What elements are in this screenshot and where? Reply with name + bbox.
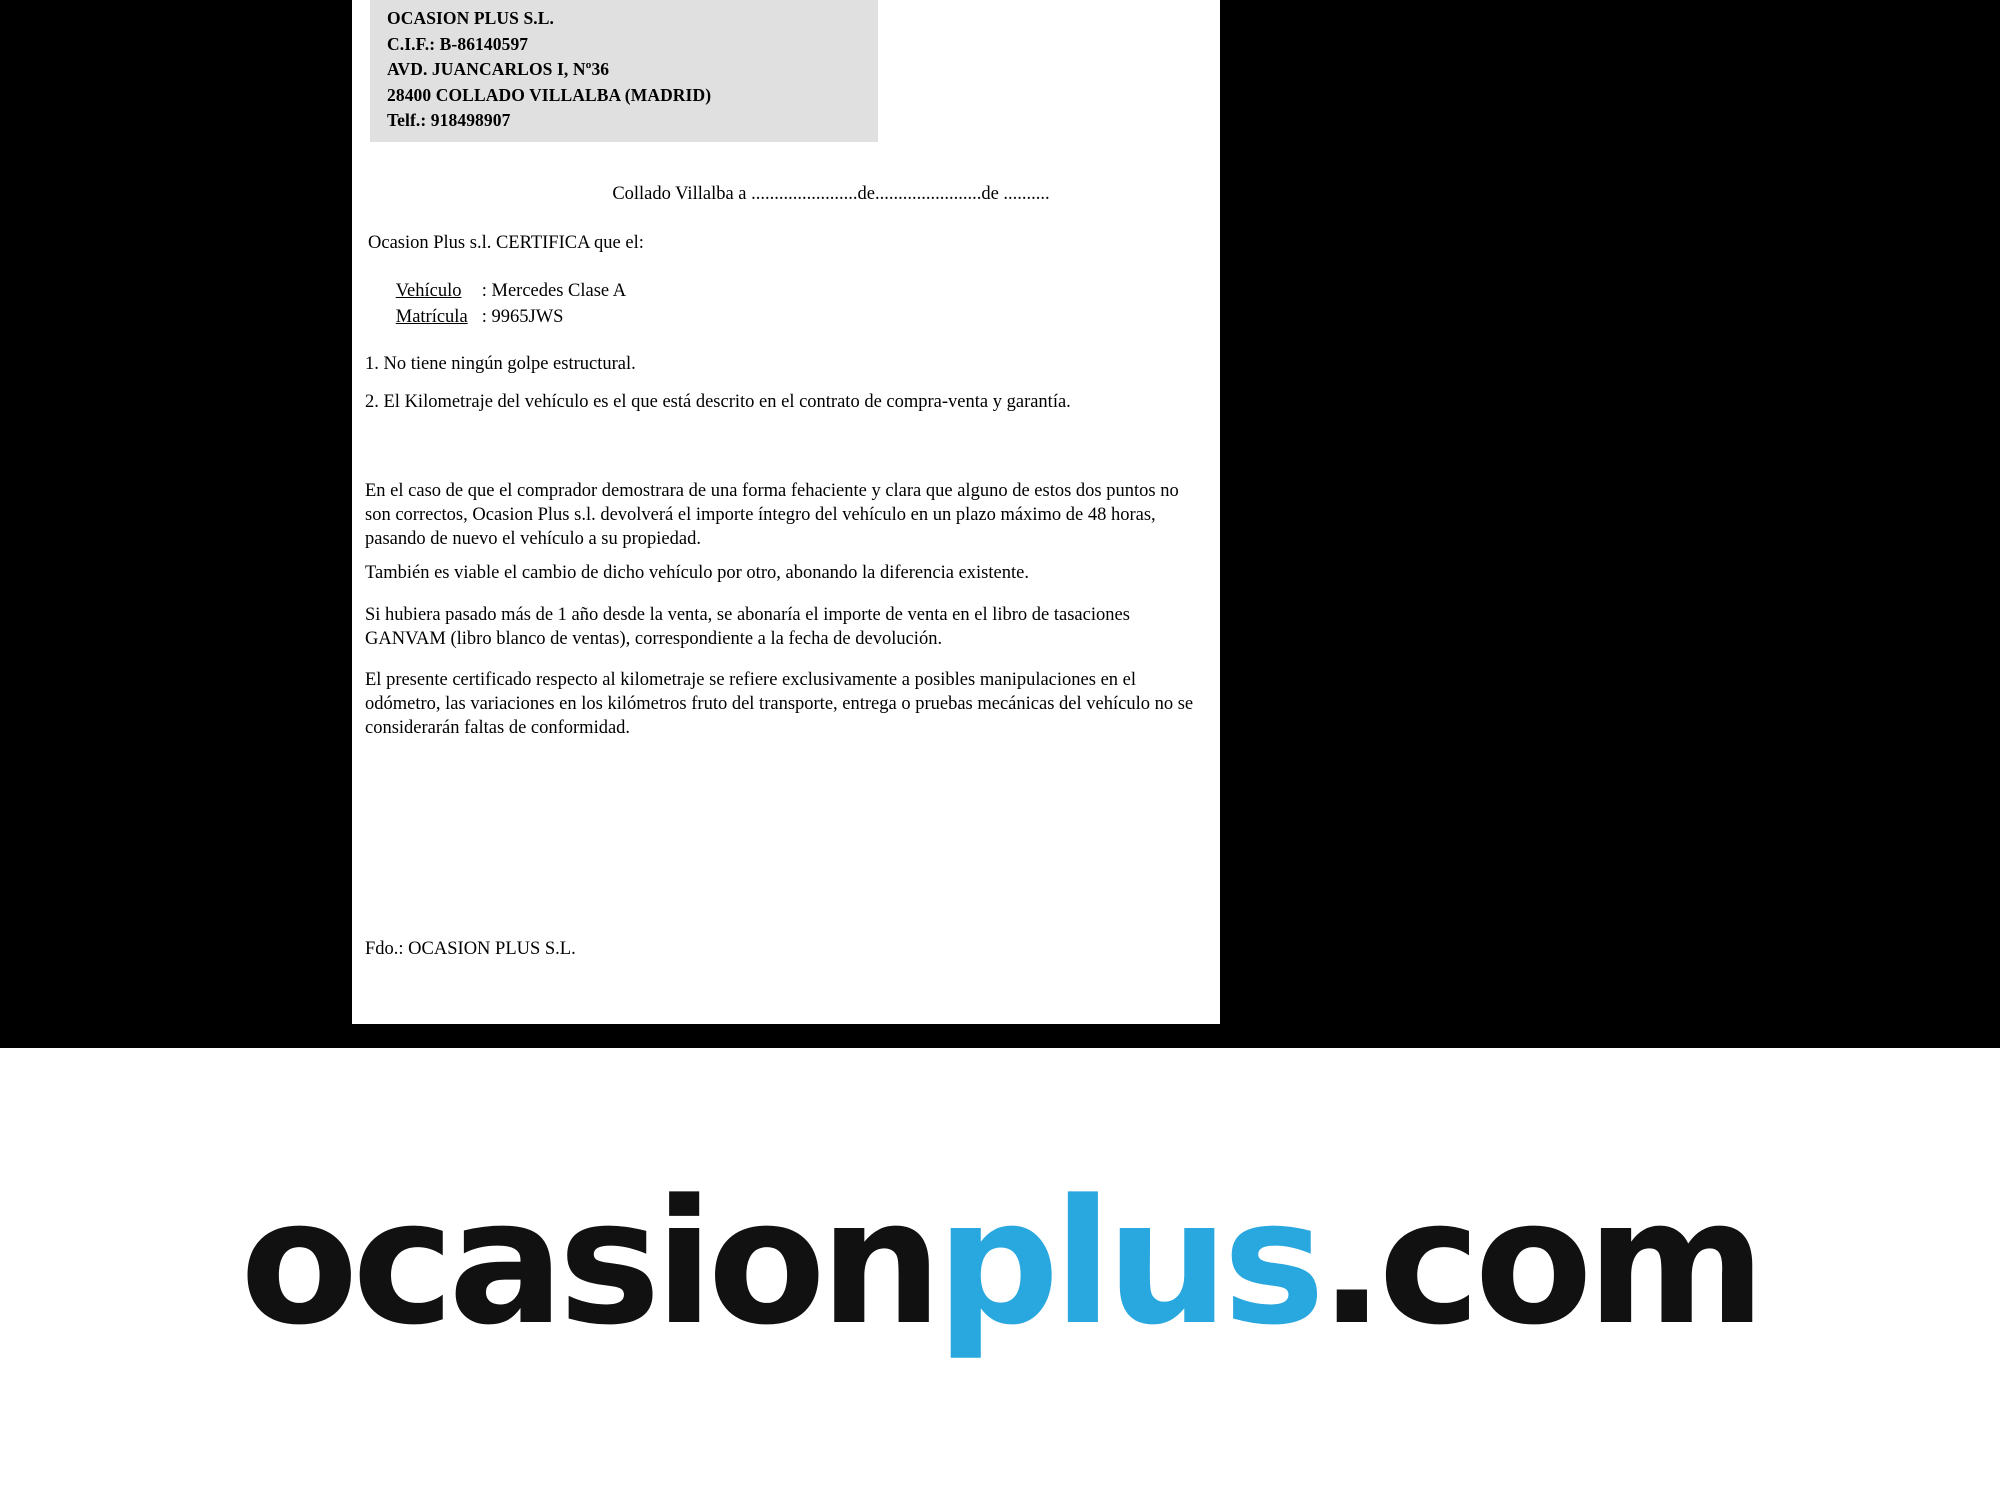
paragraph-ganvam: Si hubiera pasado más de 1 año desde la venta, se abonaría el importe de venta en el libro de tasaciones GANVAM (libro blanco de ventas), correspondiente a la fecha de devolución. <box>365 605 1130 649</box>
field-matricula-label: Matrícula <box>395 307 468 327</box>
paragraph-exchange: También es viable el cambio de dicho vehículo por otro, abonando la diferencia existente. <box>365 563 1029 583</box>
field-vehiculo-separator: : <box>481 281 487 301</box>
field-vehiculo-value: Mercedes Clase A <box>491 281 627 301</box>
certificate-sheet <box>352 0 1220 1024</box>
field-matricula-separator: : <box>481 307 487 327</box>
field-vehiculo-label: Vehículo <box>395 281 462 301</box>
brand-logo <box>0 1024 2000 1500</box>
company-header-block <box>370 0 878 142</box>
signature-line: Fdo.: OCASION PLUS S.L. <box>365 939 576 959</box>
field-matricula <box>368 286 563 349</box>
company-cif: C.I.F.: B-86140597 <box>387 33 529 54</box>
brand-logo-part-ocasion: ocasion <box>240 1161 937 1363</box>
dateline: Collado Villalba a .......................de.......................de .......... <box>612 184 1050 204</box>
company-name: OCASION PLUS S.L. <box>387 8 555 28</box>
company-phone: Telf.: 918498907 <box>387 110 511 130</box>
company-address-street: AVD. JUANCARLOS I, Nº36 <box>387 59 610 79</box>
brand-logo-part-domain: .com <box>1319 1161 1760 1363</box>
certified-point-1: 1. No tiene ningún golpe estructural. <box>365 354 636 374</box>
paragraph-refund: En el caso de que el comprador demostrara de una forma fehaciente y clara que alguno de estos dos puntos no son correctos, Ocasion Plus s.l. devolverá el importe íntegro del vehículo en un plazo máximo de 48 horas, pasando de nuevo el vehículo a su propiedad. <box>365 481 1179 549</box>
certifica-intro: Ocasion Plus s.l. CERTIFICA que el: <box>368 233 644 253</box>
brand-logo-part-plus: plus <box>936 1161 1320 1363</box>
field-matricula-value: 9965JWS <box>491 307 564 327</box>
certified-point-2: 2. El Kilometraje del vehículo es el que está descrito en el contrato de compra-venta y garantía. <box>365 392 1071 412</box>
paragraph-odometer: El presente certificado respecto al kilometraje se refiere exclusivamente a posibles manipulaciones en el odómetro, las variaciones en los kilómetros fruto del transporte, entrega o pruebas mecánicas del vehículo no se considerarán faltas de conformidad. <box>365 670 1194 738</box>
company-address-city: 28400 COLLADO VILLALBA (MADRID) <box>387 84 712 105</box>
